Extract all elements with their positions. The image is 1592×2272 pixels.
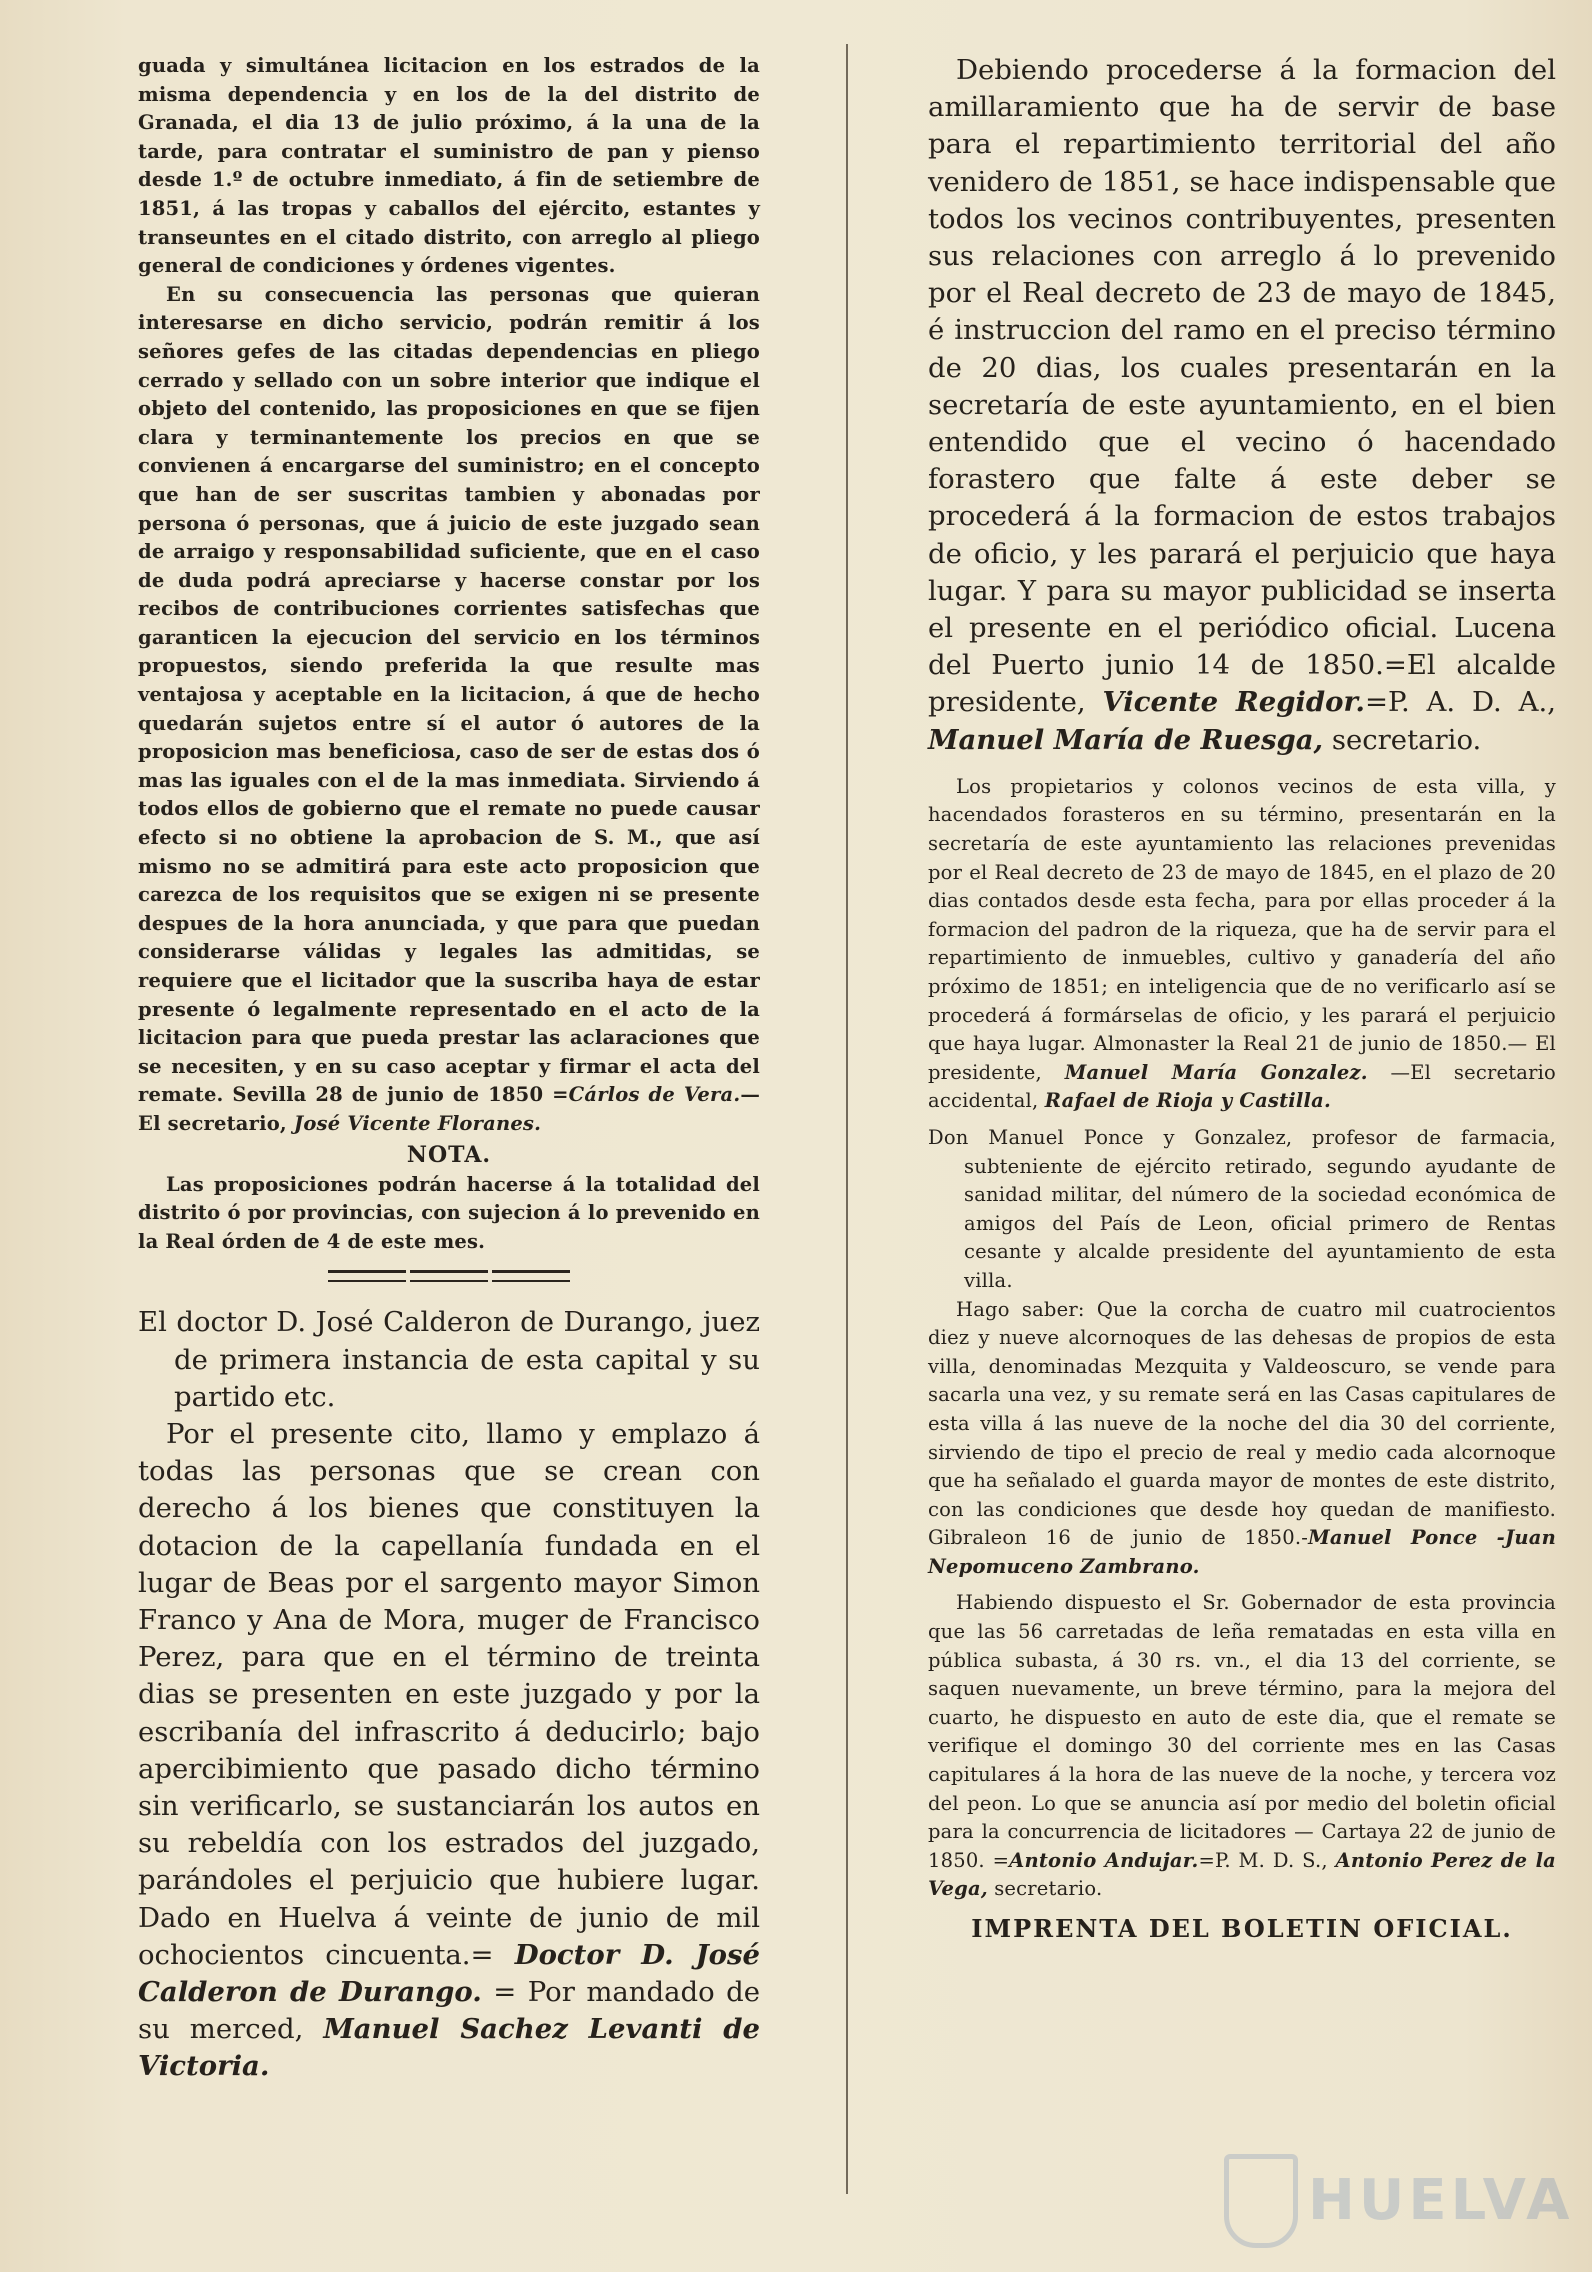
section-divider <box>138 1270 760 1282</box>
edict-heading: El doctor D. José Calderon de Durango, juez de primera instancia de esta capital y su partido etc. <box>138 1306 760 1413</box>
secretario-label: — El secretario, <box>138 1083 761 1135</box>
signature-carlos-de-vera: Cárlos de Vera. <box>568 1083 741 1107</box>
watermark-text: HUELVA <box>1308 2168 1574 2233</box>
right-column <box>928 52 1556 1946</box>
column-rule <box>846 44 848 2194</box>
gibraleon-text: Hago saber: Que la corcha de cuatro mil cuatrocientos diez y nueve alcornoques de las dehesas de propios de esta villa, denominadas Mezquita y Valdeoscuro, se vende para sacarla una vez, y su remate será en las Casas capitulares de esta villa á las nueve de la noche del dia 30 del corriente, sirviendo de tipo el precio de real y medio cada alcornoque que ha señalado el guarda mayor de montes de este distrito, con las condiciones que desde hoy quedan de manifiesto. Gibraleon 16 de junio de 1850.- <box>928 1297 1556 1550</box>
consecuencia-text: En su consecuencia las personas que quieran interesarse en dicho servicio, podrán remitir á los señores gefes de las citadas dependencias en pliego cerrado y sellado con un sobre interior que indique el objeto del contenido, las proposiciones en que se fijen clara y terminantemente los precios en que se convienen á encargarse del suministro; en el concepto que han de ser suscritas tambien y abonadas por persona ó personas, que á juicio de este juzgado sean de arraigo y responsabilidad suficiente, que en el caso de duda podrá apreciarse y hacerse constar por los recibos de contribuciones corrientes satisfechas que garanticen la ejecucion del servicio en los términos propuestos, siendo preferida la que resulte mas ventajosa y aceptable en la licitacion, á que de hecho quedarán sujetos entre sí el autor ó autores de la proposicion mas beneficiosa, caso de ser de estas dos ó mas las iguales con el de la mas inmediata. Sirviendo á todos ellos de gobierno que el remate no puede causar efecto si no obtiene la aprobacion de S. M., que así mismo no se admitirá para este acto proposicion que carezca de los requisitos que se exigen ni se presente despues de la hora anunciada, y que para que puedan considerarse válidas y legales las admitidas, se requiere que el licitador que la suscriba haya de estar presente ó legalmente representado en el acto de la licitacion para que pueda prestar las aclaraciones que se necesiten, y en su caso aceptar y firmar el acta del remate. Sevilla 28 de junio de 1850 = <box>138 282 760 1107</box>
signature-vicente-regidor: Vicente Regidor. <box>1102 686 1365 719</box>
signature-calderon: Doctor D. José Calderon de Durango. <box>138 1938 760 2008</box>
nota-heading: NOTA. <box>406 1141 492 1168</box>
ponce-intro: Don Manuel Ponce y Gonzalez, profesor de farmacia, subteniente de ejército retirado, segundo ayudante de sanidad militar, del número de la sociedad económica de amigos del País de Leon, oficial primero de Rentas cesante y alcalde presidente del ayuntamiento de esta villa. <box>928 1125 1556 1292</box>
signature-ponce-zambrano: Manuel Ponce -Juan Nepomuceno Zambrano. <box>928 1526 1556 1578</box>
cartaya-paragraph <box>928 1589 1556 1904</box>
cartaya-text: Habiendo dispuesto el Sr. Gobernador de esta provincia que las 56 carretadas de leña rematadas en esta villa en pública subasta, á 30 rs. vn., el dia 13 del corriente, se saquen nuevamente, un breve término, para la mejora del cuarto, he dispuesto en auto de este dia, que el remate se verifique el domingo 30 del corriente mes en las Casas capitulares á la hora de las nueve de la noche, y tercera voz del peon. Lo que se anuncia así por medio del boletin oficial para la concurrencia de licitadores — Cartaya 22 de junio de 1850. = <box>928 1591 1556 1872</box>
amillaramiento-paragraph <box>928 52 1556 759</box>
left-column <box>138 52 760 2086</box>
cart-psd: =P. M. D. S., <box>1198 1848 1328 1872</box>
almonaster-paragraph <box>928 773 1556 1116</box>
edict-paragraph <box>138 1416 760 2086</box>
signature-sachez-levanti: Manuel Sachez Levanti de Victoria. <box>138 2013 760 2083</box>
signature-rafael-rioja: Rafael de Rioja y Castilla. <box>1044 1089 1331 1113</box>
edict-text: Por el presente cito, llamo y emplazo á todas las personas que se crean con derecho á los bienes que constituyen la dotacion de la capellanía fundada en el lugar de Beas por el sargento mayor Simon Franco y Ana de Mora, muger de Francisco Perez, para que en el término de treinta dias se presenten en este juzgado y por la escribanía del infrascrito á deducirlo; bajo apercibimiento que pasado dicho término sin verificarlo, se sustanciarán los autos en su rebeldía con los estrados del juzgado, parándoles el perjuicio que hubiere lugar. Dado en Huelva á veinte de junio de mil ochocientos cincuenta.= <box>138 1417 760 1971</box>
edict-mandado: = Por mandado de su merced, <box>138 1976 760 2046</box>
imprint-line: IMPRENTA DEL BOLETIN OFICIAL. <box>971 1914 1513 1944</box>
nota-paragraph: Las proposiciones podrán hacerse á la totalidad del distrito ó por provincias, con sujecion á lo prevenido en la Real órden de 4 de este mes. <box>138 1172 760 1253</box>
amillaramiento-text: Debiendo procederse á la formacion del amillaramiento que ha de servir de base para el repartimiento territorial del año venidero de 1851, se hace indispensable que todos los vecinos contribuyentes, presenten sus relaciones con arreglo á lo prevenido por el Real decreto de 23 de mayo de 1845, é instruccion del ramo en el preciso término de 20 dias, los cuales presentarán en la secretaría de este ayuntamiento, en el bien entendido que el vecino ó hacendado forastero que falte á este deber se procederá á la formacion de estos trabajos de oficio, y les parará el perjuicio que haya lugar. Y para su mayor publicidad se inserta el presente en el periódico oficial. Lucena del Puerto junio 14 de 1850.=El alcalde presidente, <box>928 54 1556 719</box>
amill-pad: =P. A. D. A., <box>1364 686 1556 719</box>
almonaster-text: Los propietarios y colonos vecinos de esta villa, y hacendados forasteros en su término, presentarán en la secretaría de este ayuntamiento las relaciones prevenidas por el Real decreto de 23 de mayo de 1845, en el plazo de 20 dias contados desde esta fecha, para por ellas proceder á la formacion del padron de la riqueza, que ha de servir para el repartimiento de inmuebles, cultivo y ganadería del año próximo de 1851; en inteligencia que de no verificarlo así se procederá á formárselas de oficio, y les parará el perjuicio que haya lugar. Almonaster la Real 21 de junio de 1850.— El presidente, <box>928 774 1556 1084</box>
gibraleon-paragraph <box>928 1296 1556 1582</box>
cart-secretario: secretario. <box>994 1877 1103 1901</box>
amill-secretario: secretario. <box>1331 723 1482 756</box>
alm-secretario: —El secretario accidental, <box>928 1060 1556 1113</box>
shield-icon <box>1224 2154 1298 2248</box>
signature-antonio-perez: Antonio Perez de la Vega, <box>928 1848 1557 1901</box>
consecuencia-paragraph <box>138 281 760 1139</box>
huelva-watermark <box>1224 2154 1574 2244</box>
signature-manuel-gonzalez: Manuel María Gonzalez. <box>1064 1060 1368 1084</box>
signature-manuel-ruesga: Manuel María de Ruesga, <box>928 723 1324 756</box>
signature-antonio-andujar: Antonio Andujar. <box>1009 1848 1199 1872</box>
signature-jose-vicente-floranes: José Vicente Floranes. <box>293 1111 542 1135</box>
licitacion-paragraph: guada y simultánea licitacion en los estrados de la misma dependencia y en los de la del distrito de Granada, el dia 13 de julio próximo, á la una de la tarde, para contratar el suministro de pan y pienso desde 1.º de octubre inmediato, á fin de setiembre de 1851, á las tropas y caballos del ejército, estantes y transeuntes en el citado distrito, con arreglo al pliego general de condiciones y órdenes vigentes. <box>138 54 760 278</box>
